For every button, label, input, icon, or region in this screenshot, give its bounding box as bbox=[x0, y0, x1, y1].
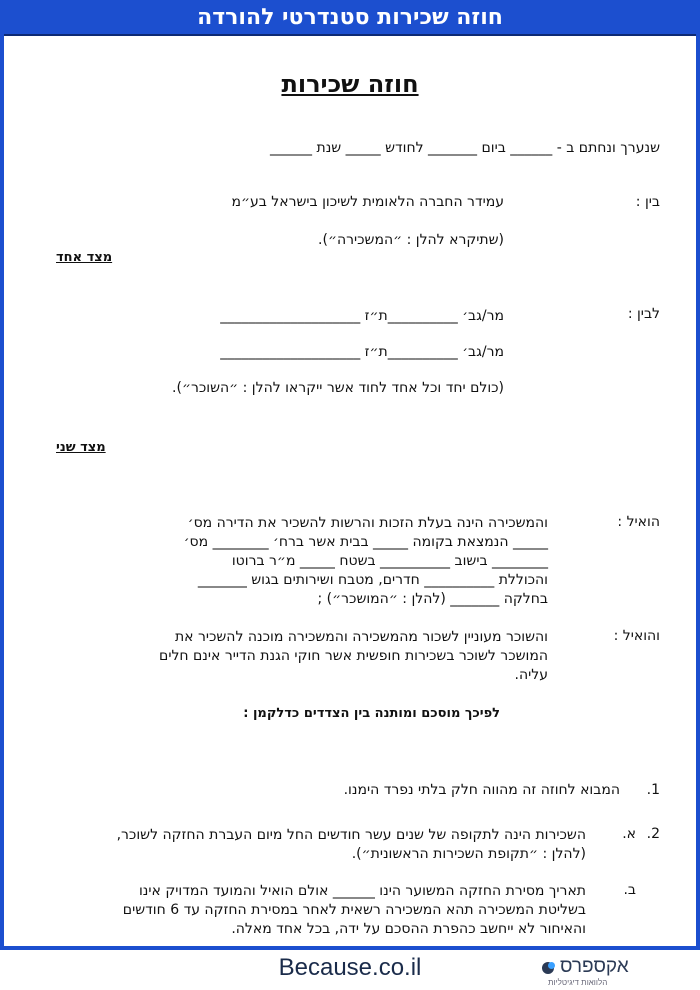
whereas-1-body bbox=[128, 514, 548, 609]
clause-2b-letter: ב. bbox=[623, 882, 636, 898]
clause-1-number: 1. bbox=[646, 782, 660, 798]
clause-2b-line: תאריך מסירת החזקה המשוער הינו ______ אולם הואיל והמועד המדויק אינו bbox=[138, 883, 586, 899]
document-title: חוזה שכירות bbox=[281, 70, 419, 98]
between-label: בין : bbox=[635, 194, 660, 210]
document-page bbox=[4, 34, 696, 946]
whereas-1-line: והכוללת __________ חדרים, מטבח ושירותים בגוש _______ bbox=[197, 572, 548, 588]
clause-2a-letter: א. bbox=[622, 826, 636, 842]
clause-2b-line: והאיחור לא ייחשב כהפרת ההסכם על ידה, בכל אחד מאלה. bbox=[231, 921, 586, 937]
tenant-line-2: מר/גב׳ __________ת״ז ____________________ bbox=[220, 344, 504, 360]
banner-title: חוזה שכירות סטנדרטי להורדה bbox=[197, 4, 503, 30]
brand-dot-icon bbox=[542, 962, 554, 974]
whereas-1-line: והמשכירה הינה בעלת הזכות והרשות להשכיר את הדירה מס׳ bbox=[187, 515, 548, 531]
tenants-alias: (כולם יחד וכל אחד לחוד אשר ייקראו להלן : ״השוכר״). bbox=[172, 380, 504, 396]
brand-subtitle: הלוואות דיגיטליות bbox=[548, 978, 608, 987]
whereas-2-line: המושכר לשוכר בשכירות חופשית אשר חוקי הגנת הדייר אינם חלים bbox=[159, 648, 548, 664]
agreed-heading: לפיכך מוסכם ומותנה בין הצדדים כדלקמן : bbox=[243, 706, 500, 721]
whereas-2-line: והשוכר מעוניין לשכור מהמשכירה והמשכירה מוכנה להשכיר את bbox=[174, 629, 548, 645]
signed-line: שנערך ונחתם ב - ______ ביום _______ לחודש _____ שנת ______ bbox=[270, 140, 660, 156]
party-one-label: מצד אחד bbox=[56, 250, 113, 265]
landlord-name: עמידר החברה הלאומית לשיכון בישראל בע״מ bbox=[231, 194, 504, 210]
whereas-2-label: והואיל : bbox=[613, 628, 660, 644]
landlord-alias: (שתיקרא להלן : ״המשכירה״). bbox=[318, 232, 504, 248]
page-footer bbox=[0, 946, 700, 990]
whereas-2-line: עליה. bbox=[514, 667, 548, 683]
party-two-label: מצד שני bbox=[56, 440, 106, 455]
clause-2b-body bbox=[16, 882, 586, 939]
clause-2a-line: (להלן : ״תקופת השכירות הראשונית״). bbox=[351, 846, 586, 862]
brand-name: אקספרס bbox=[560, 956, 629, 977]
tenant-line-1: מר/גב׳ __________ת״ז ____________________ bbox=[220, 308, 504, 324]
clause-2a-body bbox=[26, 826, 586, 864]
and-between-label: לבין : bbox=[627, 306, 660, 322]
clause-2-number: 2. bbox=[646, 826, 660, 842]
whereas-1-line: _____ הנמצאת בקומה _____ בבית אשר ברח׳ ________ מס׳ bbox=[183, 534, 548, 550]
clause-1-text: המבוא לחוזה זה מהווה חלק בלתי נפרד הימנו. bbox=[343, 782, 620, 798]
clause-2a-line: השכירות הינה לתקופה של שנים עשר חודשים החל מיום העברת החזקה לשוכר, bbox=[116, 827, 586, 843]
page-banner bbox=[0, 0, 700, 34]
whereas-2-body bbox=[68, 628, 548, 685]
contract-document bbox=[4, 36, 696, 946]
brand-logo[interactable] bbox=[540, 956, 680, 988]
whereas-1-line: בחלקה _______ (להלן : ״המושכר״) ; bbox=[317, 591, 548, 607]
whereas-1-label: הואיל : bbox=[617, 514, 660, 530]
footer-site-link[interactable]: Because.co.il bbox=[278, 954, 422, 981]
whereas-1-line: ________ בישוב __________ בשטח _____ מ״ר ברוטו bbox=[231, 553, 548, 569]
clause-2b-line: בשליטת המשכירה תהא המשכירה רשאית לאחר במסירת החזקה עד 6 חודשים bbox=[122, 902, 586, 918]
